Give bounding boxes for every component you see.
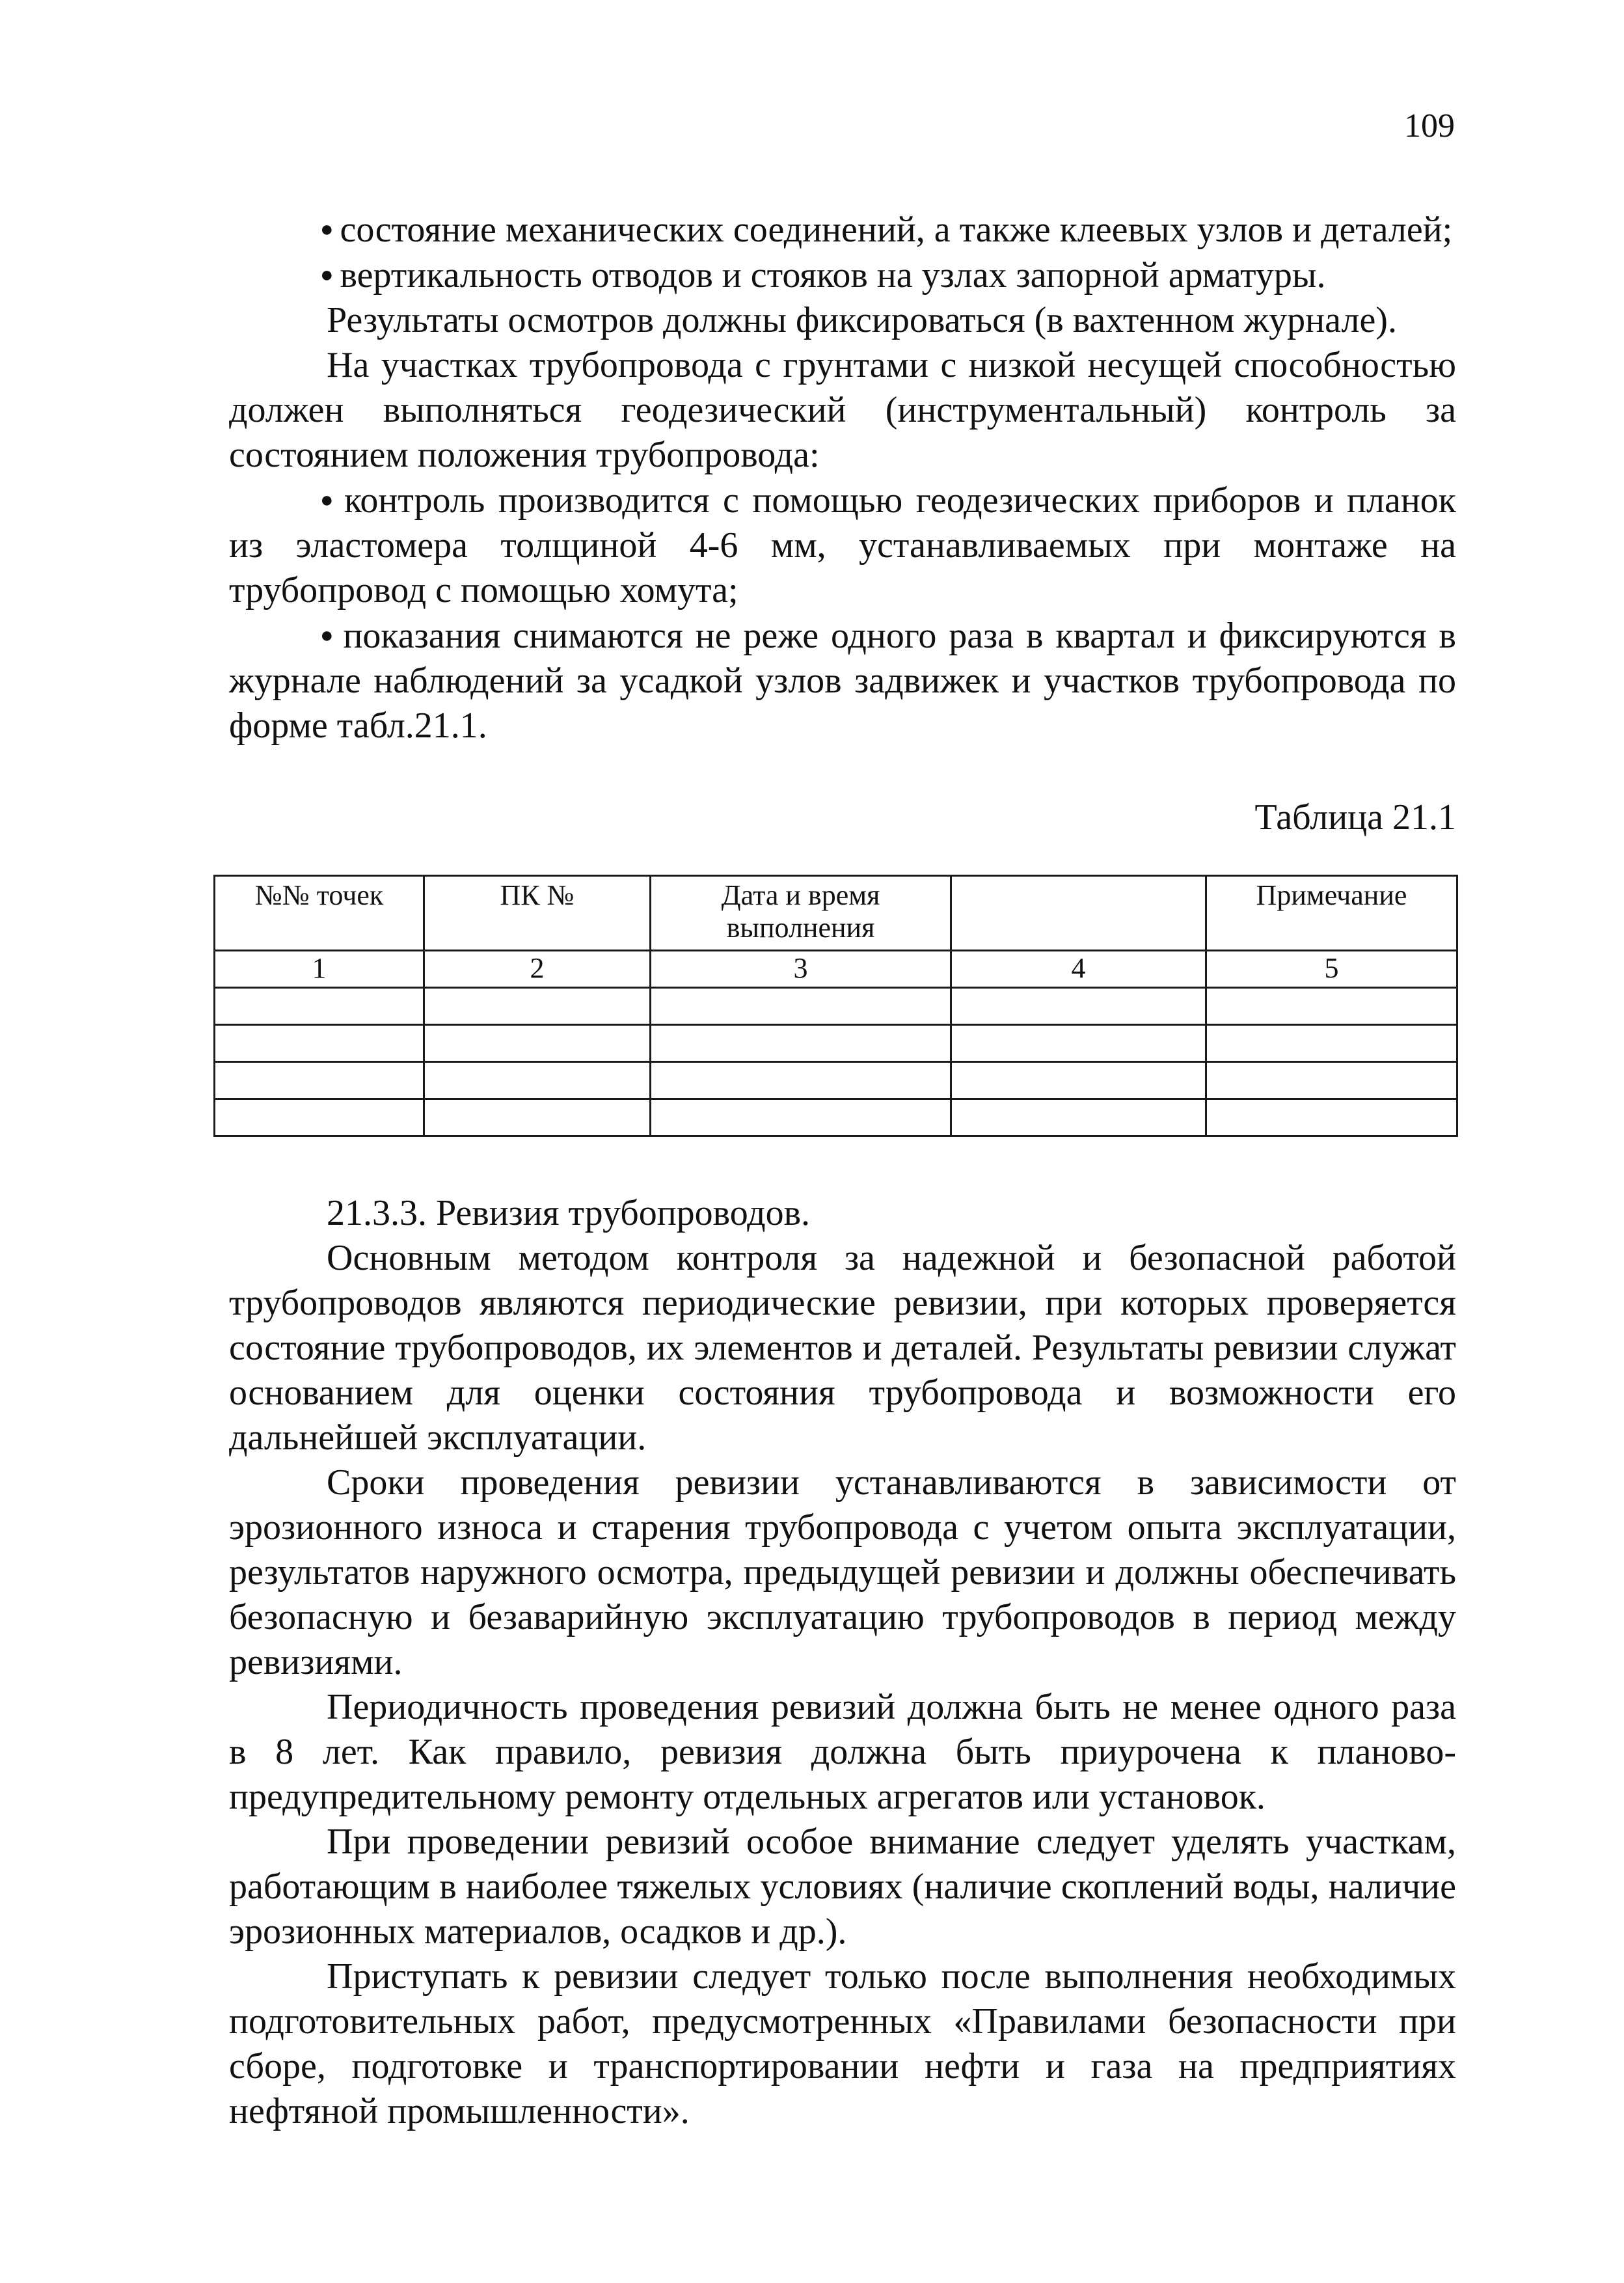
table-column-number: 1 [215, 951, 424, 988]
observation-table [213, 875, 1458, 1137]
table-cell [424, 988, 651, 1025]
page-number: 109 [1404, 107, 1455, 144]
bottom-text-block [229, 1191, 1456, 2134]
table-cell [1206, 988, 1457, 1025]
table-cell [215, 988, 424, 1025]
paragraph: Основным методом контроля за надежной и безопасной работой трубопроводов являются периодические ревизии, при которых проверяется состояние трубопроводов, их элементов и деталей. Результаты ревизии служат основанием для оценки состояния трубопровода и возможности его дальнейшей эксплуатации. [229, 1238, 1456, 1458]
table-cell [215, 1062, 424, 1099]
bullet-item: ● вертикальность отводов и стояков на узлах запорной арматуры. [229, 253, 1456, 298]
table-cell [951, 988, 1206, 1025]
table-row [215, 1099, 1457, 1136]
table-column-number: 4 [951, 951, 1206, 988]
bullet-item: ● состояние механических соединений, а также клеевых узлов и деталей; [229, 207, 1456, 253]
table-cell [1206, 1099, 1457, 1136]
top-text-block [229, 207, 1456, 748]
paragraph: На участках трубопровода с грунтами с низкой несущей способностью должен выполняться геодезический (инструментальный) контроль за состоянием положения трубопровода: [229, 345, 1456, 475]
section-heading: 21.3.3. Ревизия трубопроводов. [327, 1193, 811, 1233]
table-cell [651, 988, 951, 1025]
bullet-item: ● показания снимаются не реже одного раза в квартал и фиксируются в журнале наблюдений за усадкой узлов задвижек и участков трубопровода по форме табл.21.1. [229, 613, 1456, 748]
table-cell [215, 1099, 424, 1136]
table-cell [651, 1025, 951, 1062]
paragraph: Сроки проведения ревизии устанавливаются в зависимости от эрозионного износа и старения трубопровода с учетом опыта эксплуатации, результатов наружного осмотра, предыдущей ревизии и должны обеспечивать безопасную и безаварийную эксплуатацию трубопроводов в период между ревизиями. [229, 1462, 1456, 1682]
bullet-item: ● контроль производится с помощью геодезических приборов и планок из эластомера толщиной 4-6 мм, устанавливаемых при монтаже на трубопровод с помощью хомута; [229, 478, 1456, 613]
paragraph: Результаты осмотров должны фиксироваться (в вахтенном журнале). [327, 300, 1397, 340]
table-header-cell: ПК № [424, 876, 651, 951]
table-column-number: 3 [651, 951, 951, 988]
table-cell [215, 1025, 424, 1062]
table-column-number: 2 [424, 951, 651, 988]
table-row [215, 1025, 1457, 1062]
table-caption: Таблица 21.1 [1254, 797, 1456, 838]
table-header-cell [951, 876, 1206, 951]
paragraph: Приступать к ревизии следует только после выполнения необходимых подготовительных работ, предусмотренных «Правилами безопасности при сборе, подготовке и транспортировании нефти и газа на предприятиях нефтяной промышленности». [229, 1956, 1456, 2131]
table-row [215, 1062, 1457, 1099]
table-cell [951, 1025, 1206, 1062]
table-cell [1206, 1025, 1457, 1062]
table-cell [424, 1062, 651, 1099]
table-header-cell: Примечание [1206, 876, 1457, 951]
table-cell [651, 1062, 951, 1099]
table-header-cell: №№ точек [215, 876, 424, 951]
table-column-number-row [215, 951, 1457, 988]
table-cell [951, 1062, 1206, 1099]
table-header-row [215, 876, 1457, 951]
paragraph: Периодичность проведения ревизий должна быть не менее одного раза в 8 лет. Как правило, ревизия должна быть приурочена к планово-предупредительному ремонту отдельных агрегатов или установок. [229, 1687, 1456, 1817]
table-cell [424, 1099, 651, 1136]
table-cell [1206, 1062, 1457, 1099]
table-column-number: 5 [1206, 951, 1457, 988]
table-header-cell: Дата и время выполнения [651, 876, 951, 951]
table-row [215, 988, 1457, 1025]
paragraph: При проведении ревизий особое внимание следует уделять участкам, работающим в наиболее тяжелых условиях (наличие скоплений воды, наличие эрозионных материалов, осадков и др.). [229, 1822, 1456, 1952]
table-cell [424, 1025, 651, 1062]
table-cell [651, 1099, 951, 1136]
table-cell [951, 1099, 1206, 1136]
